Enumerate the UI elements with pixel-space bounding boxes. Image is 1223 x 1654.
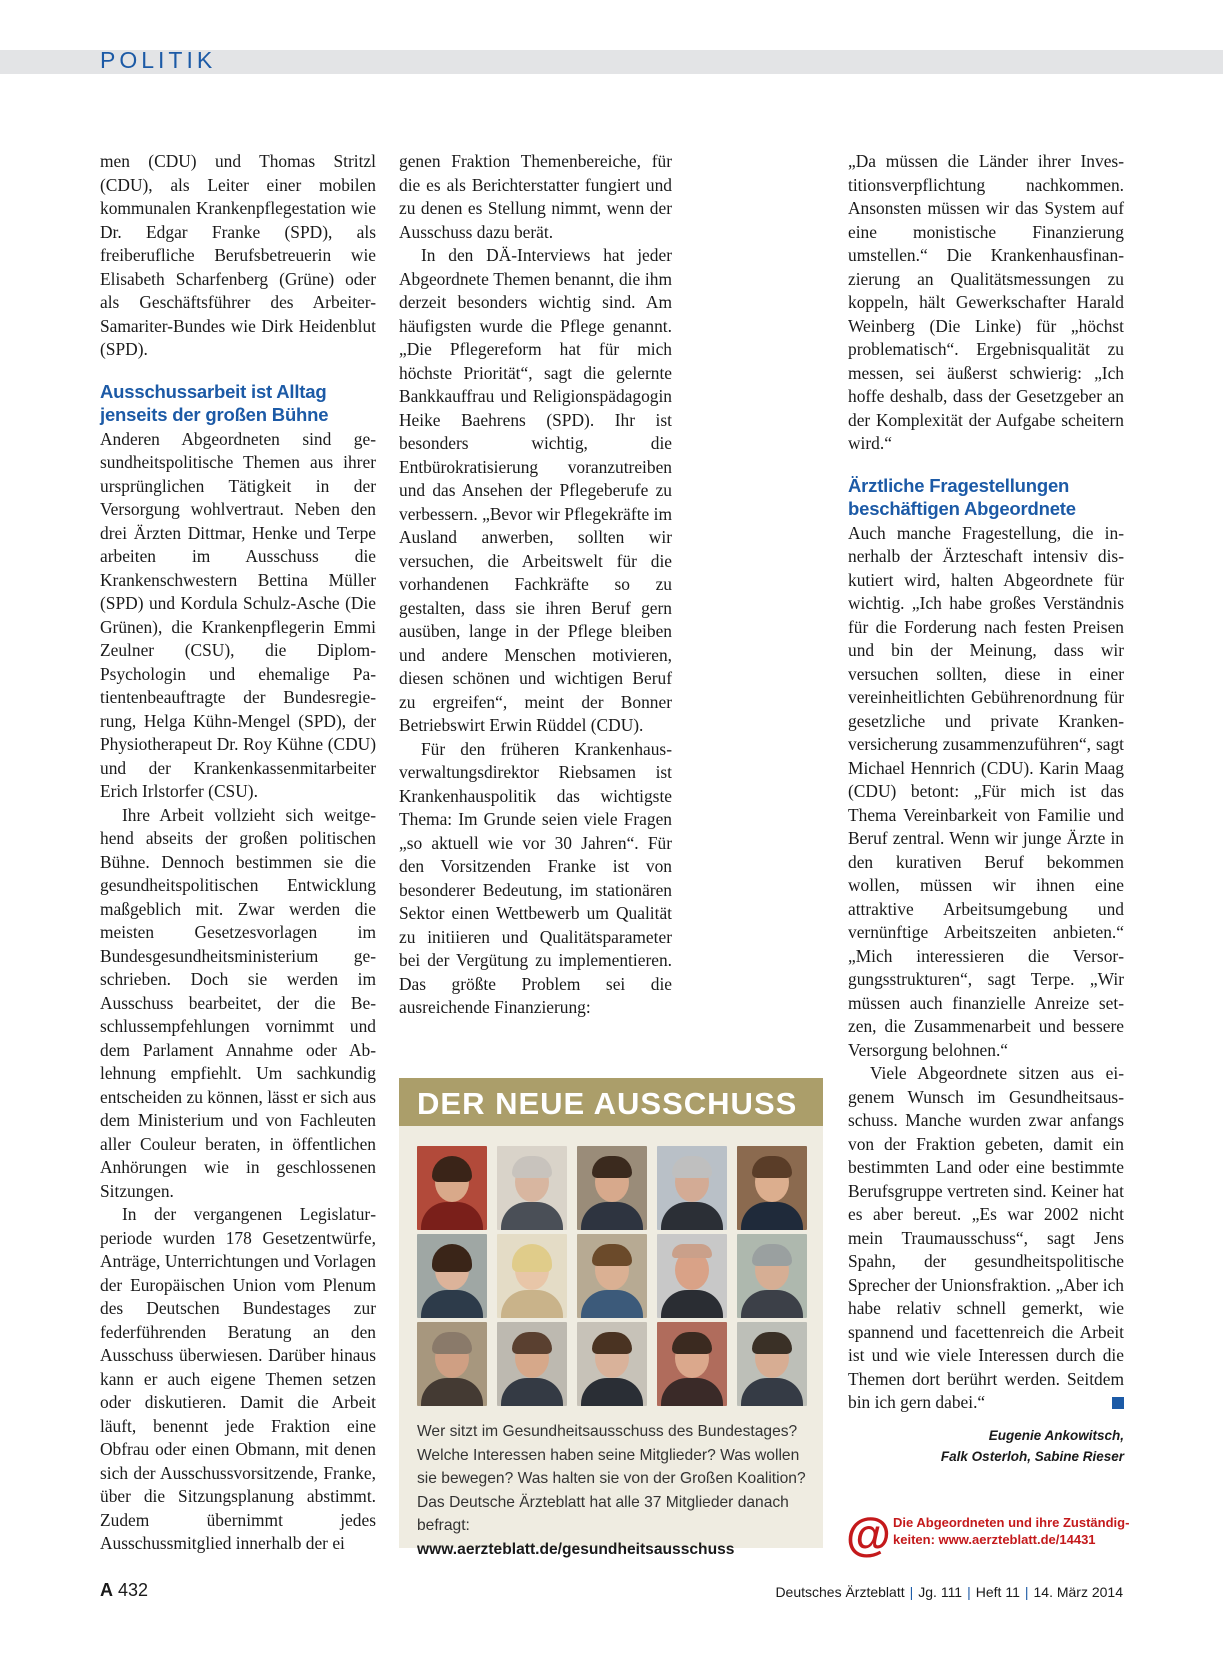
member-photo — [737, 1146, 807, 1230]
box-title: DER NEUE AUSSCHUSS — [417, 1086, 798, 1121]
info-link[interactable]: Die Abgeordneten und ihre Zuständigkeiten: www.aerzteblatt.de/14431 — [893, 1515, 1130, 1547]
paragraph: men (CDU) und Thomas Stritzl (CDU), als Leiter einer mobilen kommunalen Krankenpflegestation wie Dr. Edgar Franke (SPD), als freiberufliche Berufsbetreuerin wie Elisabeth Scharfenberg (Grüne) oder als Geschäftsführer des Arbeiter-Samariter-Bundes wie Dirk Heidenblut (SPD). — [100, 151, 376, 359]
member-photo — [577, 1234, 647, 1318]
paragraph — [848, 1062, 1124, 1415]
member-photo — [497, 1322, 567, 1406]
paragraph: „Da müssen die Länder ihrer Investitionsverpflichtung nachkommen. Ansonsten müssen wir das System auf eine monistische Finanzierung umstellen.“ Die Krankenhausfinanzierung an Qualitätsmessungen zu koppeln, hält Gewerkschafter Harald Weinberg (Die Linke) für „höchst problematisch“. Ergebnisqualität zu messen, sei äußerst schwierig: „Ich hoffe deshalb, dass der Gesetzgeber an der Komplexität der Aufgabe scheitern wird.“ — [848, 151, 1124, 453]
paragraph: genen Fraktion Themenbereiche, für die es als Berichterstatter fungiert und zu denen es Stellung nimmt, wenn der Ausschuss dazu berät. — [399, 151, 672, 242]
volume: Jg. 111 — [918, 1584, 963, 1600]
author-credit — [848, 1425, 1124, 1467]
member-photo-grid — [417, 1146, 807, 1406]
member-photo — [577, 1322, 647, 1406]
page-number-value: 432 — [118, 1580, 149, 1600]
journal-name: Deutsches Ärzteblatt — [775, 1584, 905, 1600]
member-photo — [417, 1146, 487, 1230]
date: 14. März 2014 — [1033, 1584, 1123, 1600]
page-number — [100, 1580, 148, 1601]
box-description — [417, 1420, 812, 1561]
member-photo — [417, 1322, 487, 1406]
box-text: Wer sitzt im Gesundheitsausschuss des Bundestages? Welche Interessen haben seine Mitglieder? Was wollen sie bewegen? Was halten sie von der Großen Koalition? Das Deutsche Ärzteblatt hat alle 37 Mitglieder danach befragt: — [417, 1423, 806, 1534]
subheading: Ärztliche Fragestellungen beschäftigen Abgeordnete — [848, 474, 1076, 519]
member-photo — [577, 1146, 647, 1230]
at-icon: @ — [846, 1508, 891, 1560]
issue: Heft 11 — [975, 1584, 1020, 1600]
member-photo — [657, 1234, 727, 1318]
member-photo — [497, 1234, 567, 1318]
section-label: POLITIK — [100, 47, 217, 73]
author-line: Eugenie Ankowitsch, — [988, 1427, 1124, 1443]
paragraph: Anderen Abgeordneten sind gesundheitspolitische Themen aus ihrer ursprünglichen Tätigkeit in der Versorgung wohlvertraut. Neben den drei Ärzten Dittmar, Henke und Terpe arbeiten im Ausschuss die Krankenschwestern Bettina Müller (SPD) und Kordula Schulz-Asche (Die Grünen), die Krankenpflegerin Emmi Zeulner (CSU), die Diplom-Psychologin und ehemalige Patientenbeauftragte der Bundesregierung, Helga Kühn-Mengel (SPD), der Physiotherapeut Dr. Roy Kühne (CDU) und der Krankenkassenmitarbeiter Erich Irlstorfer (CSU). — [100, 428, 376, 801]
journal-footer: Deutsches Ärzteblatt | Jg. 111 | Heft 11 | 14. März 2014 — [775, 1584, 1123, 1600]
member-photo — [417, 1234, 487, 1318]
online-info — [846, 1508, 1136, 1560]
paragraph: In der vergangenen Legislaturperiode wurden 178 Gesetzentwürfe, Anträge, Unterrichtungen und Vorlagen der Europäischen Union vom Plenum des Deutschen Bundestages zur federführenden Beratung an den Ausschuss überwiesen. Darüber hinaus kann er auch eigene Themen setzen oder diskutieren. Damit die Arbeit läuft, benennt jede Fraktion eine Obfrau oder einen Obmann, mit denen sich der Ausschussvorsitzende, Franke, über die Sitzungsplanung abstimmt. Zudem übernimmt jedes Ausschussmitglied innerhalb der ei — [100, 1204, 376, 1553]
committee-box — [399, 1078, 823, 1558]
paragraph: Für den früheren Krankenhausverwaltungsdirektor Riebsamen ist Krankenhauspolitik das wichtigste Thema: Im Grunde seien viele Fragen „so aktuell wie vor 30 Jahren“. Für den Vorsitzenden Franke ist von besonderer Bedeutung, im stationären Sektor einen Wettbewerb um Qualität zu initiieren und Qualitätsparameter bei der Vergütung zu implementieren. Das größte Problem sei die ausreichende Finanzierung: — [399, 738, 672, 1017]
article-column-1 — [100, 150, 376, 1556]
member-photo — [497, 1146, 567, 1230]
paragraph: Auch manche Fragestellung, die innerhalb der Ärzteschaft intensiv diskutiert wird, halten Abgeordnete für wichtig. „Ich habe großes Verständnis für die Forderung nach festen Preisen und bin der Meinung, dass wir versuchen sollten, diese in einer vereinheitlichten Gebührenordnung für gesetzliche und private Krankenversicherung zusammenzuführen“, sagt Michael Hennrich (CDU). Karin Maag (CDU) betont: „Für mich ist das Thema Vereinbarkeit von Familie und Beruf zentral. Wenn wir junge Ärzte in den kurativen Beruf bekommen wollen, müssen wir ihnen eine attraktive Arbeitsumgebung und vernünftige Arbeitszeiten anbieten.“ „Mich interessieren die Versorgungsstrukturen“, sagt Terpe. „Wir müssen auch finanzielle Anreize setzen, die Zusammenarbeit und bessere Versorgung belohnen.“ — [848, 522, 1124, 1060]
member-photo — [657, 1146, 727, 1230]
paragraph: Ihre Arbeit vollzieht sich weitgehend abseits der großen politischen Bühne. Dennoch bestimmen sie die gesundheitspolitischen Entwicklung maßgeblich mit. Zwar werden die meisten Gesetzesvorlagen im Bundesgesundheitsministerium geschrieben. Doch sie werden im Ausschuss bearbeitet, der die Beschlussempfehlungen vornimmt und dem Parlament Annahme oder Ablehnung empfiehlt. Um sachkundig entscheiden zu können, lässt er sich aus dem Ministerium und von Fachleuten aller Couleur beraten, in öffentlichen Anhörungen wie in geschlossenen Sitzungen. — [100, 804, 376, 1201]
author-line: Falk Osterloh, Sabine Rieser — [940, 1448, 1124, 1464]
member-photo — [737, 1234, 807, 1318]
page-prefix: A — [100, 1580, 113, 1600]
end-mark-icon — [1112, 1397, 1124, 1409]
paragraph: In den DÄ-Interviews hat jeder Abgeordnete Themen benannt, die ihm derzeit besonders wichtig sind. Am häufigsten wurde die Pflege genannt. „Die Pflegereform hat für mich höchste Priorität“, sagt die gelernte Bankkauffrau und Religionspädagogin Heike Baehrens (SPD). Ihr ist besonders wichtig, die Entbürokratisierung voranzutreiben und das Ansehen der Pflegeberufe zu verbessern. „Bevor wir Pflegekräfte im Ausland anwerben, sollten wir versuchen, die Arbeitswelt für die vorhandenen Fachkräfte so zu gestalten, dass sie ihren Beruf gern ausüben, lange in der Pflege bleiben und andere Menschen motivieren, diesen schönen und wichtigen Beruf zu ergreifen“, meint der Bonner Betriebswirt Erwin Rüddel (CDU). — [399, 245, 672, 735]
subheading: Ausschussarbeit ist Alltag jenseits der großen Bühne — [100, 380, 329, 425]
box-link[interactable]: www.aerzteblatt.de/gesundheitsausschuss — [417, 1540, 735, 1558]
article-column-3 — [848, 150, 1124, 1467]
box-header — [399, 1078, 823, 1126]
article-column-2 — [399, 150, 672, 1020]
member-photo — [657, 1322, 727, 1406]
paragraph-text: Viele Abgeordnete sitzen aus eigenem Wunsch im Gesundheitsausschuss. Manche wurden zwar anfangs von der Fraktion gebeten, damit ein bestimmten Land oder eine bestimmte Berufsgruppe vertreten sind. Keiner hat es aber bereut. „Es war 2002 nicht mein Traumausschuss“, sagt Jens Spahn, der gesundheitspolitische Sprecher der Unionsfraktion. „Aber ich habe relativ schnell gemerkt, wie spannend und facettenreich die Arbeit ist und wie viele Interessen durch die Themen dort berührt werden. Seitdem bin ich gern dabei.“ — [848, 1063, 1124, 1412]
member-photo — [737, 1322, 807, 1406]
